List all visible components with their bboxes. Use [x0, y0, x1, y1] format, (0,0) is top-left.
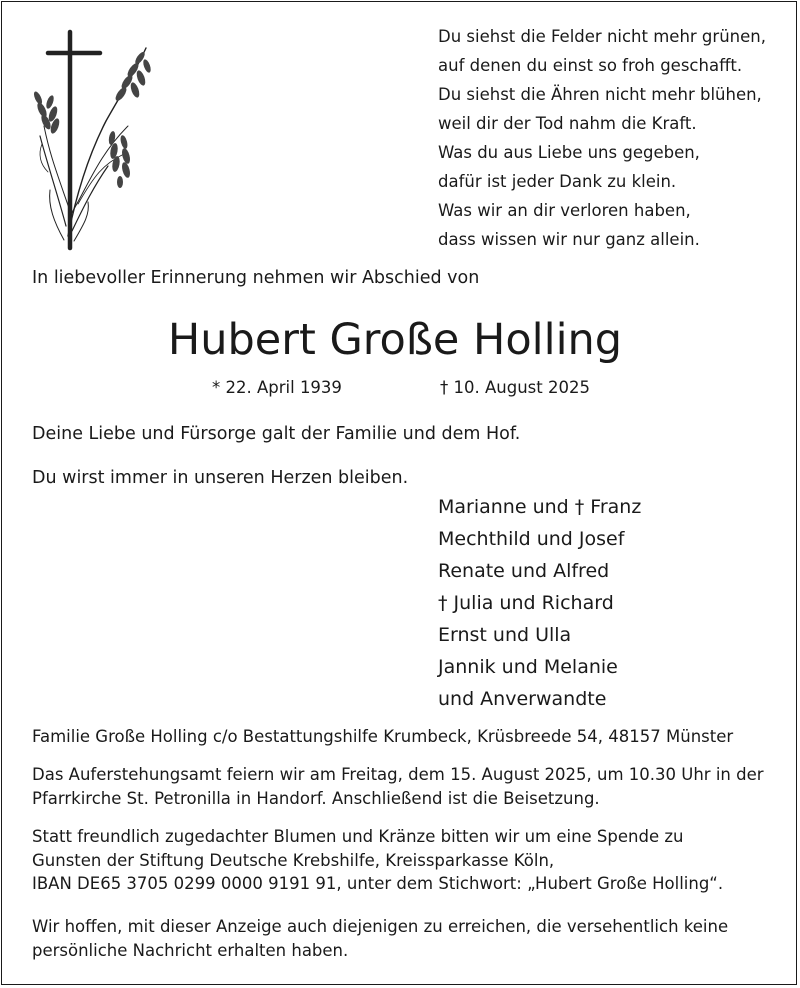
quote-line: Du wirst immer in unseren Herzen bleiben. [32, 468, 409, 488]
service-line: Das Auferstehungsamt feiern wir am Freitag, dem 15. August 2025, um 10.30 Uhr in der [32, 765, 764, 784]
poem-line: Du siehst die Felder nicht mehr grünen, [438, 27, 766, 46]
deceased-name: Hubert Große Holling [167, 315, 623, 365]
mourner-entry: Jannik und Melanie [438, 656, 618, 678]
poem-line: Was wir an dir verloren haben, [438, 201, 691, 220]
donation-line: Gunsten der Stiftung Deutsche Krebshilfe, Kreissparkasse Köln, [32, 850, 555, 870]
poem-line: weil dir der Tod nahm die Kraft. [438, 114, 697, 133]
poem-line: dafür ist jeder Dank zu klein. [438, 172, 677, 191]
poem-line: Du siehst die Ähren nicht mehr blühen, [438, 85, 762, 104]
poem [438, 22, 778, 254]
mourner-entry: und Anverwandte [438, 688, 607, 710]
family-address: Familie Große Holling c/o Bestattungshilfe Krumbeck, Krüsbreede 54, 48157 Münster [32, 727, 734, 746]
mourners-list [438, 491, 641, 715]
service-line: Pfarrkirche St. Petronilla in Handorf. Anschließend ist die Beisetzung. [32, 788, 600, 808]
mourner-entry: Mechthild und Josef [438, 528, 625, 550]
death-date: † 10. August 2025 [440, 378, 590, 397]
notice-line: persönliche Nachricht erhalten haben. [32, 940, 349, 960]
donation-line: Statt freundlich zugedachter Blumen und Kränze bitten wir um eine Spende zu [32, 827, 684, 846]
cross-with-wheat-icon [28, 26, 158, 251]
mourner-entry: Marianne und † Franz [438, 496, 642, 518]
mourner-entry: † Julia und Richard [438, 592, 614, 614]
poem-line: dass wissen wir nur ganz allein. [438, 230, 700, 249]
poem-line: Was du aus Liebe uns gegeben, [438, 143, 700, 162]
donation-line: IBAN DE65 3705 0299 0000 9191 91, unter dem Stichwort: „Hubert Große Holling“. [32, 874, 724, 893]
poem-line: auf denen du einst so froh geschafft. [438, 56, 743, 75]
birth-date: * 22. April 1939 [212, 378, 342, 397]
mourner-entry: Renate und Alfred [438, 560, 610, 582]
notice-line: Wir hoffen, mit dieser Anzeige auch diejenigen zu erreichen, die versehentlich keine [32, 917, 729, 936]
intro-text: In liebevoller Erinnerung nehmen wir Abschied von [32, 268, 480, 288]
mourner-entry: Ernst und Ulla [438, 624, 572, 646]
donation-paragraph [32, 825, 782, 896]
quote-line: Deine Liebe und Fürsorge galt der Familie und dem Hof. [32, 424, 521, 444]
service-paragraph [32, 763, 782, 810]
notice-paragraph [32, 915, 782, 962]
